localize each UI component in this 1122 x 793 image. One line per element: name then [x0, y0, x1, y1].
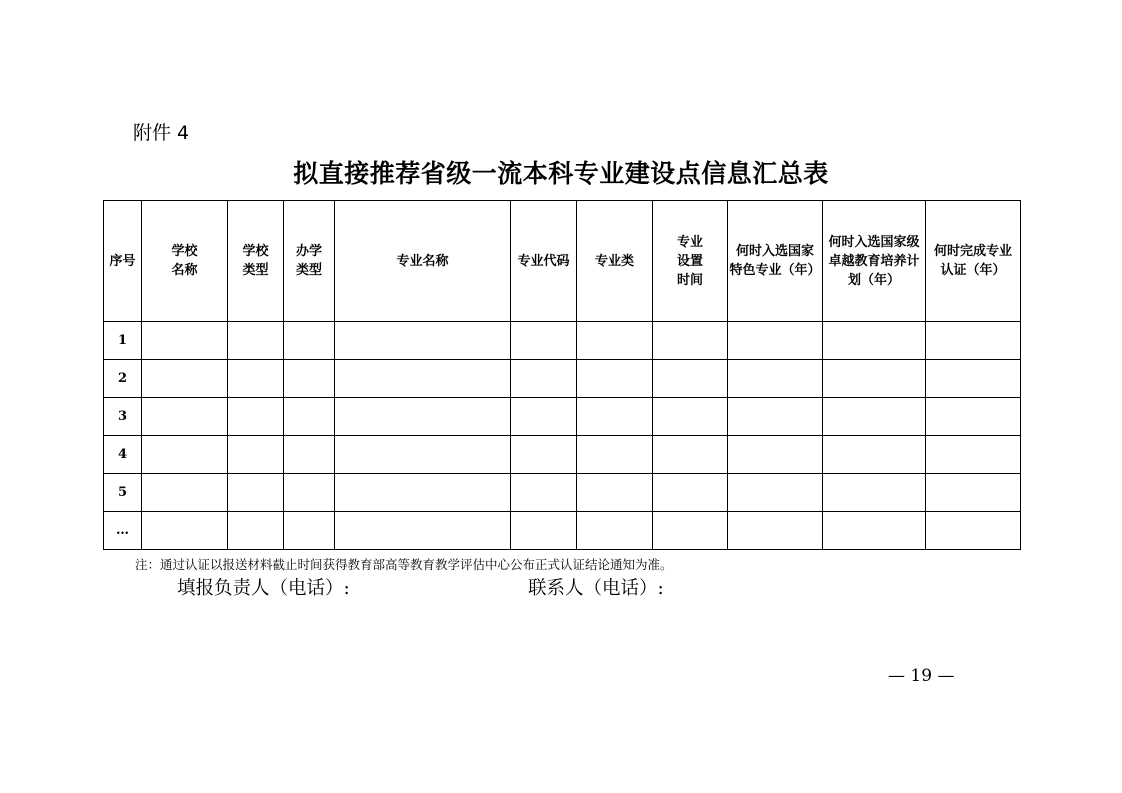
- header-major-name: 专业名称: [335, 201, 511, 322]
- header-major-category: 专业类: [577, 201, 653, 322]
- table-row: [104, 512, 1021, 550]
- header-index: 序号: [104, 201, 142, 322]
- table-header-row: [104, 201, 1021, 322]
- row-index: 5: [104, 474, 142, 512]
- row-index: 1: [104, 322, 142, 360]
- attachment-label: 附件 4: [133, 122, 190, 144]
- header-operation-type: 办学 类型: [284, 201, 335, 322]
- header-school-type: 学校 类型: [228, 201, 284, 322]
- page-number: — 19 —: [888, 666, 955, 686]
- header-excellence-plan-year: 何时入选国家级 卓越教育培养计 划（年）: [823, 201, 926, 322]
- table-row: [104, 436, 1021, 474]
- header-certification-year: 何时完成专业 认证（年）: [926, 201, 1021, 322]
- page-title: 拟直接推荐省级一流本科专业建设点信息汇总表: [293, 159, 829, 188]
- table-row: [104, 474, 1021, 512]
- row-index: 2: [104, 360, 142, 398]
- table-row: [104, 322, 1021, 360]
- header-setup-time: 专业 设置 时间: [653, 201, 728, 322]
- contact-person-field: 联系人（电话）:: [528, 578, 664, 599]
- row-index: 3: [104, 398, 142, 436]
- table-row: [104, 398, 1021, 436]
- responsible-person-field: 填报负责人（电话）:: [177, 578, 350, 599]
- header-featured-major-year: 何时入选国家 特色专业（年）: [728, 201, 823, 322]
- footnote: 注：通过认证以报送材料截止时间获得教育部高等教育教学评估中心公布正式认证结论通知为准。: [135, 557, 673, 572]
- header-school-name: 学校 名称: [142, 201, 228, 322]
- row-index: …: [104, 512, 142, 550]
- summary-table: [103, 200, 1021, 550]
- header-major-code: 专业代码: [511, 201, 577, 322]
- row-index: 4: [104, 436, 142, 474]
- table-row: [104, 360, 1021, 398]
